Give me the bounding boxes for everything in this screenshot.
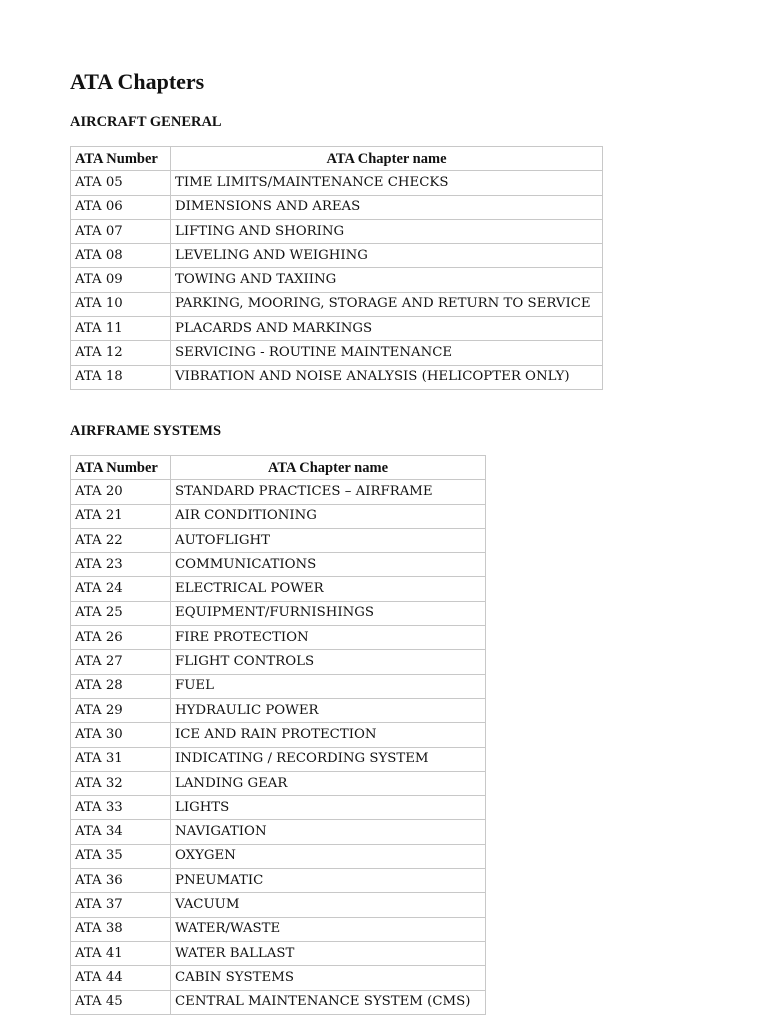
chapter-name-cell: COMMUNICATIONS: [171, 553, 486, 577]
ata-number-cell: ATA 41: [71, 941, 171, 965]
chapter-name-cell: CENTRAL MAINTENANCE SYSTEM (CMS): [171, 990, 486, 1014]
ata-number-cell: ATA 08: [71, 244, 171, 268]
ata-number-cell: ATA 25: [71, 601, 171, 625]
ata-number-cell: ATA 06: [71, 195, 171, 219]
table-row: [71, 195, 603, 219]
ata-number-cell: ATA 35: [71, 844, 171, 868]
column-header-chapter-name: ATA Chapter name: [171, 456, 486, 480]
ata-table-airframe-systems: [70, 455, 486, 1015]
ata-number-cell: ATA 27: [71, 650, 171, 674]
table-header-row: [71, 147, 603, 171]
table-row: [71, 796, 486, 820]
table-row: [71, 747, 486, 771]
ata-number-cell: ATA 32: [71, 771, 171, 795]
ata-number-cell: ATA 26: [71, 626, 171, 650]
chapter-name-cell: HYDRAULIC POWER: [171, 698, 486, 722]
chapter-name-cell: FUEL: [171, 674, 486, 698]
table-row: [71, 723, 486, 747]
ata-number-cell: ATA 30: [71, 723, 171, 747]
chapter-name-cell: OXYGEN: [171, 844, 486, 868]
ata-number-cell: ATA 20: [71, 480, 171, 504]
chapter-name-cell: ICE AND RAIN PROTECTION: [171, 723, 486, 747]
table-row: [71, 480, 486, 504]
ata-number-cell: ATA 44: [71, 966, 171, 990]
ata-number-cell: ATA 23: [71, 553, 171, 577]
table-row: [71, 650, 486, 674]
table-row: [71, 268, 603, 292]
ata-number-cell: ATA 05: [71, 171, 171, 195]
ata-table-aircraft-general: [70, 146, 603, 390]
table-row: [71, 528, 486, 552]
table-row: [71, 365, 603, 389]
table-row: [71, 577, 486, 601]
ata-number-cell: ATA 28: [71, 674, 171, 698]
chapter-name-cell: AIR CONDITIONING: [171, 504, 486, 528]
chapter-name-cell: FIRE PROTECTION: [171, 626, 486, 650]
chapter-name-cell: PLACARDS AND MARKINGS: [171, 317, 603, 341]
chapter-name-cell: FLIGHT CONTROLS: [171, 650, 486, 674]
ata-number-cell: ATA 22: [71, 528, 171, 552]
table-row: [71, 504, 486, 528]
chapter-name-cell: AUTOFLIGHT: [171, 528, 486, 552]
table-row: [71, 990, 486, 1014]
table-row: [71, 674, 486, 698]
ata-number-cell: ATA 38: [71, 917, 171, 941]
chapter-name-cell: LEVELING AND WEIGHING: [171, 244, 603, 268]
ata-number-cell: ATA 07: [71, 219, 171, 243]
ata-number-cell: ATA 34: [71, 820, 171, 844]
column-header-ata-number: ATA Number: [71, 147, 171, 171]
ata-number-cell: ATA 24: [71, 577, 171, 601]
ata-number-cell: ATA 09: [71, 268, 171, 292]
chapter-name-cell: VACUUM: [171, 893, 486, 917]
ata-number-cell: ATA 10: [71, 292, 171, 316]
table-row: [71, 893, 486, 917]
ata-number-cell: ATA 12: [71, 341, 171, 365]
chapter-name-cell: INDICATING / RECORDING SYSTEM: [171, 747, 486, 771]
column-header-chapter-name: ATA Chapter name: [171, 147, 603, 171]
ata-number-cell: ATA 29: [71, 698, 171, 722]
table-row: [71, 820, 486, 844]
section-heading-airframe-systems: AIRFRAME SYSTEMS: [70, 423, 222, 439]
ata-number-cell: ATA 45: [71, 990, 171, 1014]
table-row: [71, 292, 603, 316]
chapter-name-cell: PNEUMATIC: [171, 869, 486, 893]
table-row: [71, 941, 486, 965]
chapter-name-cell: LIGHTS: [171, 796, 486, 820]
chapter-name-cell: NAVIGATION: [171, 820, 486, 844]
chapter-name-cell: WATER BALLAST: [171, 941, 486, 965]
table-row: [71, 966, 486, 990]
ata-number-cell: ATA 31: [71, 747, 171, 771]
table-body: [71, 171, 603, 390]
table-row: [71, 844, 486, 868]
table-row: [71, 317, 603, 341]
ata-number-cell: ATA 11: [71, 317, 171, 341]
table-row: [71, 341, 603, 365]
table-row: [71, 244, 603, 268]
column-header-ata-number: ATA Number: [71, 456, 171, 480]
chapter-name-cell: LIFTING AND SHORING: [171, 219, 603, 243]
table-body: [71, 480, 486, 1015]
chapter-name-cell: VIBRATION AND NOISE ANALYSIS (HELICOPTER ONLY): [171, 365, 603, 389]
chapter-name-cell: SERVICING - ROUTINE MAINTENANCE: [171, 341, 603, 365]
chapter-name-cell: LANDING GEAR: [171, 771, 486, 795]
table-row: [71, 771, 486, 795]
section-heading-aircraft-general: AIRCRAFT GENERAL: [70, 114, 222, 130]
chapter-name-cell: WATER/WASTE: [171, 917, 486, 941]
table-row: [71, 553, 486, 577]
ata-number-cell: ATA 36: [71, 869, 171, 893]
chapter-name-cell: STANDARD PRACTICES – AIRFRAME: [171, 480, 486, 504]
table-row: [71, 917, 486, 941]
chapter-name-cell: TOWING AND TAXIING: [171, 268, 603, 292]
table-row: [71, 219, 603, 243]
ata-number-cell: ATA 37: [71, 893, 171, 917]
chapter-name-cell: EQUIPMENT/FURNISHINGS: [171, 601, 486, 625]
table-row: [71, 171, 603, 195]
chapter-name-cell: ELECTRICAL POWER: [171, 577, 486, 601]
table-row: [71, 601, 486, 625]
table-row: [71, 869, 486, 893]
chapter-name-cell: TIME LIMITS/MAINTENANCE CHECKS: [171, 171, 603, 195]
chapter-name-cell: DIMENSIONS AND AREAS: [171, 195, 603, 219]
chapter-name-cell: PARKING, MOORING, STORAGE AND RETURN TO SERVICE: [171, 292, 603, 316]
ata-number-cell: ATA 18: [71, 365, 171, 389]
ata-number-cell: ATA 21: [71, 504, 171, 528]
table-row: [71, 698, 486, 722]
ata-number-cell: ATA 33: [71, 796, 171, 820]
table-row: [71, 626, 486, 650]
table-header-row: [71, 456, 486, 480]
document-title: ATA Chapters: [70, 69, 205, 94]
chapter-name-cell: CABIN SYSTEMS: [171, 966, 486, 990]
